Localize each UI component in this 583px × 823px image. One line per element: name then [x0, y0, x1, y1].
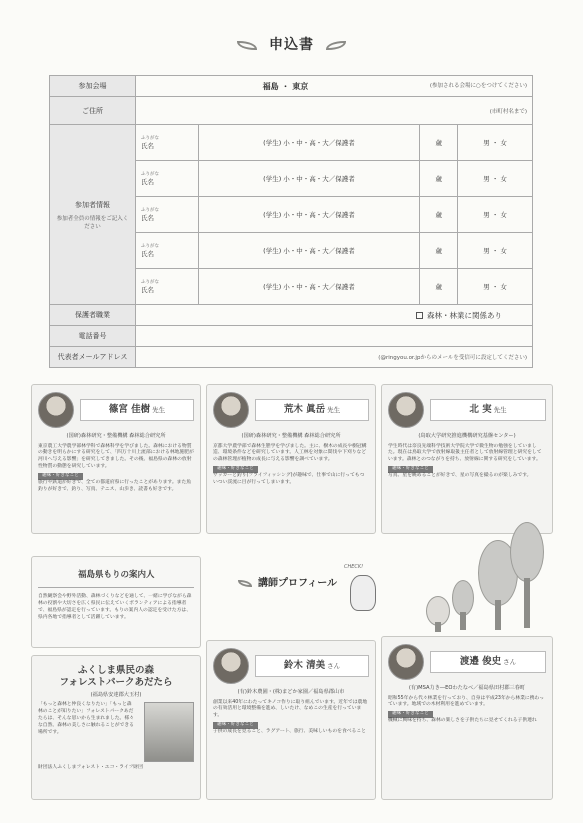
email-field[interactable]: (@ringyou.or.jpからのメールを受信可に設定してください) [136, 347, 533, 368]
guardian-job-label: 保護者職業 [50, 305, 136, 326]
instructor-name: 荒木 眞岳 先生 [255, 399, 369, 421]
sex-field[interactable]: 男 ・ 女 [458, 269, 533, 305]
tree-icon [510, 522, 544, 582]
form-title: 申込書 [0, 34, 583, 54]
grade-field[interactable]: (学生) 小・中・高・大／保護者 [198, 233, 420, 269]
grade-field[interactable]: (学生) 小・中・高・大／保護者 [198, 161, 420, 197]
age-field[interactable]: 歳 [420, 269, 458, 305]
guide-title: 福島県もりの案内人 [38, 561, 194, 588]
instructor-name: 北 実 先生 [430, 399, 546, 421]
instructor-photo [38, 392, 74, 428]
leaf-icon [326, 41, 346, 50]
instructor-card: 渡邉 俊史 さん (有)MSA力き―EOわたなべ／福島県田村郡三春町 昭和55年から代々林業を行っており、自身は平成23年から林業に携わっています。地域での木材利用を進めています。 趣味・好きなこと 機械に興味を持ち、森林の楽しさを子供たちに見せてくれる子供連れ [381, 636, 553, 800]
instructor-name: 鈴木 清美 さん [255, 655, 369, 677]
instructor-card: 鈴木 清美 さん (有)鈴木農園・(株)まどか家園／福島県郡山市 創業以来40年にわたってキノコ作りに取り組んでいます。近年では農地の有効活用と環境整備を進め、しいたけ、なめこの生産を行っています。 趣味・好きなこと 子供の成長を見ること、ラグアート、旅行、美味しいものを食べること [206, 640, 376, 800]
leaf-icon [237, 41, 257, 50]
instructor-card: 荒木 眞岳 先生 (国研)森林研究・整備機構 森林総合研究所 京都大学農学部で森林生態学を学びました。主に、樹木の成長や樹冠構造、環境条件などを研究しています。人工林を対象に間伐や下刈りなどの森林管理が植物の成長に与える影響を調べています。 趣味・好きなこと サッカーと釣り(フライフィッシング)が趣味で、仕事で山に行ってもついつい渓流に目が行ってしまいます。 [206, 384, 376, 534]
grade-field[interactable]: (学生) 小・中・高・大／保護者 [198, 269, 420, 305]
address-label: ご住所 [50, 97, 136, 125]
park-photo [144, 702, 194, 762]
instructor-photo [388, 644, 424, 680]
age-field[interactable]: 歳 [420, 197, 458, 233]
tree-icon [452, 580, 474, 616]
name-field[interactable]: ふりがな 氏名 [136, 269, 199, 305]
age-field[interactable]: 歳 [420, 233, 458, 269]
age-field[interactable]: 歳 [420, 125, 458, 161]
application-form [49, 75, 533, 368]
instructor-photo [213, 648, 249, 684]
instructor-card: 篠宮 佳樹 先生 (国研)森林研究・整備機構 森林総合研究所 東京農工大学農学部林学科で森林科学を学びました。森林における物質の動きを明らかにする研究をして、「四万十川上流部における林地施肥が河川へ与える影響」を研究してきました。その後、福島県の森林の放射性物質の動態を研究しています。 趣味・好きなこと 旅行や鉄道が好きで、全ての都道府県に行ったことがあります。また魚釣りが好きで、釣り、写真、テニス、山歩き、読書も好きです。 [31, 384, 201, 534]
name-field[interactable]: ふりがな 氏名 [136, 125, 199, 161]
sex-field[interactable]: 男 ・ 女 [458, 233, 533, 269]
phone-label: 電話番号 [50, 326, 136, 347]
sex-field[interactable]: 男 ・ 女 [458, 161, 533, 197]
leaf-icon [238, 580, 252, 587]
park-card: ふくしま県民の森 フォレストパークあだたら (福島県安達郡大玉村) 「もっと森林と仲良くなりたい」「もっと森林のことが知りたい」フォレストパークあだたらは、そんな思いから生まれました。様々な自然、森林の美しさに触れることができる場所です。 財団法人ふくしまフォレスト・エコ・ライフ財団 [31, 655, 201, 800]
instructor-photo [213, 392, 249, 428]
grade-field[interactable]: (学生) 小・中・高・大／保護者 [198, 125, 420, 161]
grade-field[interactable]: (学生) 小・中・高・大／保護者 [198, 197, 420, 233]
phone-field[interactable] [136, 326, 533, 347]
instructor-name: 篠宮 佳樹 先生 [80, 399, 194, 421]
sex-field[interactable]: 男 ・ 女 [458, 125, 533, 161]
age-field[interactable]: 歳 [420, 161, 458, 197]
park-title: ふくしま県民の森 フォレストパークあだたら [59, 665, 173, 689]
name-field[interactable]: ふりがな 氏名 [136, 197, 199, 233]
instructor-card: 北 実 先生 (鳥取大学研究推進機構研究基盤センター) 学生時代は奈良先端科学技術大学院大学で微生物の勉強をしていました。現在は鳥取大学で放射線取扱主任者として放射線管理と研究をしています。森林とのつながりを持ち、放射線に関する研究をしています。 趣味・好きなこと 写真、星を眺めることが好きで、星の写真を撮るのが楽しみです。 [381, 384, 553, 534]
address-field[interactable]: (市町村名まで) [136, 97, 533, 125]
name-field[interactable]: ふりがな 氏名 [136, 161, 199, 197]
guide-card: 福島県もりの案内人 自然観察会や野外活動、森林づくりなどを通して、一緒に学びながら森林の役割や大切さを広く県民に伝えていくボランティアによる指導者で、福島県が認定を行っています。もりの案内人の認定を受けた方は、県内各地で指導者として活躍しています。 [31, 556, 201, 648]
venue-field[interactable]: 福島 ・ 東京 (参加される会場に○をつけてください) [136, 76, 533, 97]
name-field[interactable]: ふりがな 氏名 [136, 233, 199, 269]
sex-field[interactable]: 男 ・ 女 [458, 197, 533, 233]
instructor-name: 渡邉 俊史 さん [430, 651, 546, 673]
email-label: 代表者メールアドレス [50, 347, 136, 368]
participant-label: 参加者情報 参加者全員の情報をご記入ください [50, 125, 136, 305]
profile-heading: 講師プロフィール [232, 574, 337, 589]
speech-bubble: CHECK! [344, 564, 364, 570]
mascot-icon [350, 575, 376, 611]
guardian-job-field[interactable]: 森林・林業に関係あり [136, 305, 533, 326]
checkbox-icon[interactable] [416, 312, 423, 319]
instructor-photo [388, 392, 424, 428]
venue-label: 参加会場 [50, 76, 136, 97]
